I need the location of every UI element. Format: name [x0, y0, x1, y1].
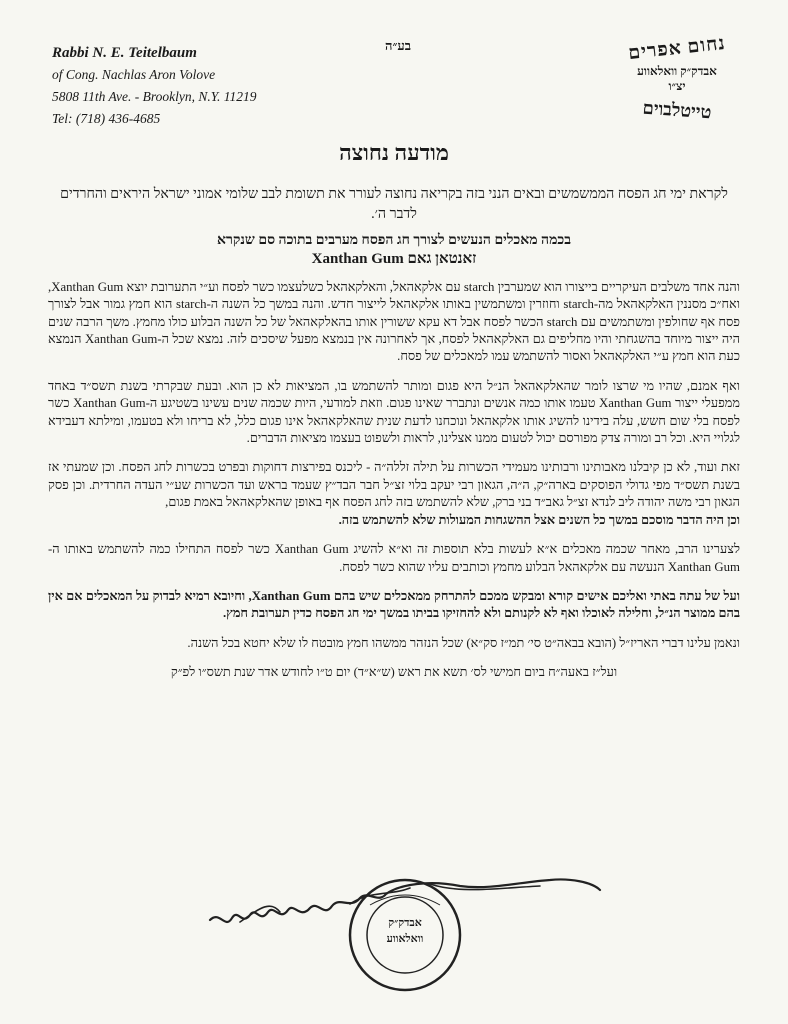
english-letterhead [52, 42, 257, 130]
congregation-english: of Cong. Nachlas Aron Volove [52, 67, 216, 82]
stamp-center-text [365, 915, 445, 947]
hebrew-letterhead [602, 32, 752, 123]
document-title: מודעה נחוצה [339, 140, 449, 165]
signature-area [200, 860, 620, 1000]
rabbi-name-english: Rabbi N. E. Teitelbaum [52, 45, 197, 61]
hebrew-name-family: טייטלבוים [641, 97, 713, 123]
stamp-line-2: וואלאווע [386, 933, 424, 945]
paragraph-2: ואף אמנם, שהיו מי שרצו לומר שהאלקאהאל הנ״ל היא פגום ומותר להשתמש בו, המציאות לא כן הוא. ובעת שבקרתי בשנת תשס״ד באחד ממפעלי ייצור Xanthan Gum טעמו אותו כמה אנשים ונתברר שאינו פגום. וזאת למודעי, היות שכמה שנים עשינו בשטיגע ה-Xanthan Gum כשר לפסח בלי שום חשש, עלה בידינו להשיג אותו אלקאהאל ונוכחנו לדעת שנית שהאלקאהאל אינו פגום כלל, לא בריחו ולא בטעמו, ומילתא דעבידא לגלויי היא. וכל רב ומורה צדק מפורסם יכול לטעום ממנו אצלינו, לראות ולשפוט בעצמו מציאות הדברים. [48, 378, 740, 446]
paragraph-1: והנה אחד משלבים העיקריים בייצורו הוא שמערבין starch עם אלקאהאל, והאלקאהאל כשלעצמו כשר לפסח וע״י התערובת יוצא Xanthan Gum, ואח״כ מסננין האלקאהאל מה-starch וחוזרין ומשתמשין באותו אלקאהאל לייצור חדש. והנה במשך כל השנה ה-starch הוא חמץ גמור אבל לצורך פסח אף שחולפין ומשתמשים עם starch הכשר לפסח אבל דא עקא ששורין אותו בהאלקאהאל של כל השנה הבלוע כולו מחמץ. משך הרבה שנים היה ייצור מיוחד בהשגחתי והיו מחליפים גם האלקאהאל לפסח, אך לאחרונה אין בנמצא מפעל שיסכים לזה. נמצא שכל ה-Xanthan Gum הנמצא כעת הוא חמץ ע״י האלקאהאל ואסור להשתמש עמו למאכלים של פסח. [48, 279, 740, 364]
xanthan-heading: זאנטאן גאם Xanthan Gum [311, 251, 477, 268]
address-english: 5808 11th Ave. - Brooklyn, N.Y. 11219 [52, 89, 257, 104]
paragraph-3-conclusion: וכן היה הדבר מוסכם במשך כל השנים אצל ההשגחות המעולות שלא להשתמש בזה. [338, 512, 740, 527]
paragraph-4: לצערינו הרב, מאחר שכמה מאכלים א״א לעשות בלא תוספות זה וא״א להשיג Xanthan Gum כשר לפסח התחילו כמה להשתמש באותו ה-Xanthan Gum הנעשה עם אלקאהאל הבלוע מחמץ וכותבים עליו שהוא כשר לפסח. [48, 542, 740, 574]
hebrew-rabbinic-title: אבדק״ק וואלאווע [637, 64, 717, 78]
hebrew-rabbinic-title-suffix: יצ״ו [668, 79, 686, 93]
closing-line: ועל״ז באעה״ח ביום חמישי לס׳ תשא את ראש (ש״א״ד) יום ט״ו לחודש אדר שנת תשס״ו לפ״ק [170, 665, 618, 680]
stamp-line-1: אבדק״ק [388, 917, 422, 929]
intro-paragraph: לקראת ימי חג הפסח הממשמשים ובאים הנני בזה בקריאה נחוצה לעורר את תשומת לבב שלומי אמוני ישראל היראים והחרדים לדבר ה׳. [60, 186, 728, 222]
paragraph-3: זאת ועוד, לא כן קיבלנו מאבותינו ורבותינו מעמידי הכשרות על תילה זללה״ה - ליכנס בפירצות דחוקות ובפרט בכשרות לחג הפסח. וכן שמעתי אז בשנת תשס״ד מפי גדולי הפוסקים בארה״ק, ה״ה, הגאון רבי יעקב בלוי זצ״ל חבר הבד״ץ שעמד בראש ועד הכשרות שע״י העדה החרדית. וכן פסק הגאון רבי משה יהודה ליב לנדא זצ״ל גאב״ד בני ברק, שלא להשתמש בזה לחג הפסח אף באופן שהאלקאהאל באמת פגום, [48, 460, 740, 510]
phone-english: Tel: (718) 436-4685 [52, 111, 161, 126]
subheading: בכמה מאכלים הנעשים לצורך חג הפסח מערבים בתוכה סם שנקרא [217, 233, 571, 248]
paragraph-6: ונאמן עלינו דברי האריז״ל (הובא בבאה״ט סי׳ תמ״ז סק״א) שכל הנזהר ממשהו חמץ מובטח לו שלא יחטא בכל השנה. [187, 635, 740, 650]
paragraph-5: ועל של עתה באתי ואליכם אישים קורא ומבקש ממכם להתרחק ממאכלים שיש בהם Xanthan Gum, וחיובא רמיא לבדוק על המאכלים אם אין בהם ממוצר הנ״ל, וחלילה לאוכלו ואף לא לקנותם ולא להחזיקו בביתו במשך ימי חג הפסח כדין תערובת חמץ. [48, 588, 740, 621]
letter-body [48, 184, 740, 694]
bsd-mark: בע״ה [385, 38, 412, 53]
hebrew-name-first: נחום אפרים [627, 32, 727, 65]
